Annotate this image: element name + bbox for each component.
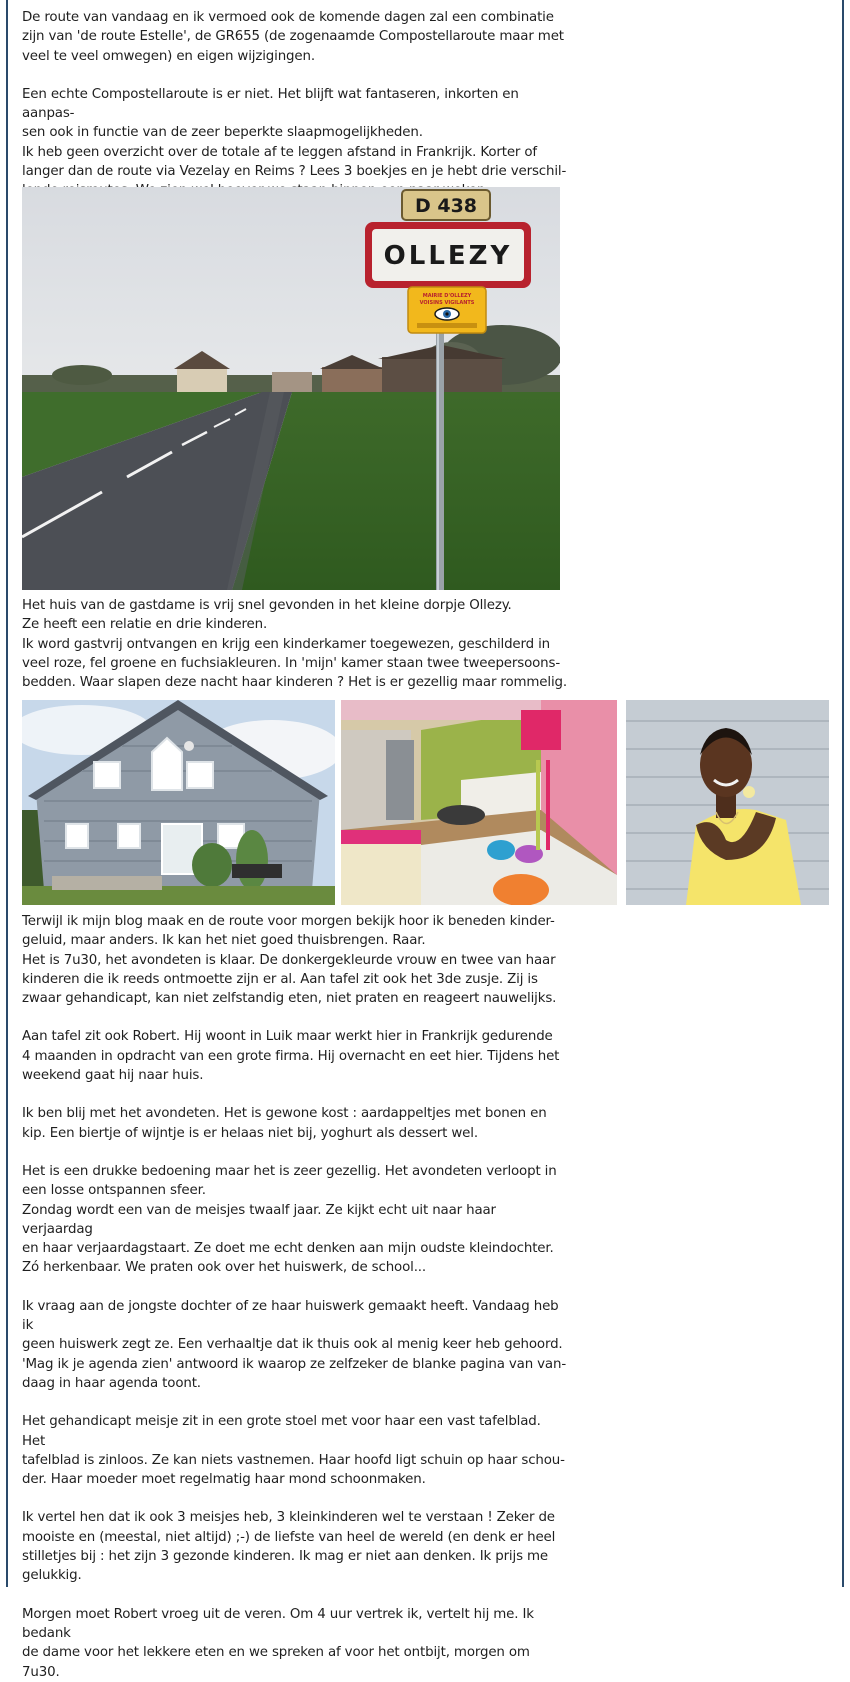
sign-town-name: OLLEZY [383, 241, 513, 271]
photo-childrens-room [341, 700, 617, 905]
left-border-line [6, 0, 8, 1587]
paragraph-dinner-arrival: Terwijl ik mijn blog maak en de route voor morgen bekijk hoor ik beneden kinder- geluid, maar anders. Ik kan het niet goed thuisbrengen. Raar. Het is 7u30, het avondeten is klaar. De donkergekleurde vrouw en twee van haar kinderen die ik reeds ontmoette zijn er al. Aan tafel zit ook het 3de zusje. Zij is zwaar gehandicapt, kan niet zelfstandig eten, niet praten en reageert nauwelijks. [22, 914, 557, 1007]
paragraph-tomorrow: Morgen moet Robert vroeg uit de veren. Om 4 uur vertrek ik, vertelt hij me. Ik bedank de dame voor het lekkere eten en we spreken af voor het ontbijt, morgen om 7u30. [22, 1606, 534, 1680]
article-intro [22, 8, 567, 201]
sign-small-line1: MAIRIE D'OLLEZY [422, 293, 472, 299]
paragraph-host-house: Het huis van de gastdame is vrij snel gevonden in het kleine dorpje Ollezy. Ze heeft een relatie en drie kinderen. Ik word gastvrij ontvangen en krijg een kinderkamer toegewezen, geschilderd in veel roze, fel groene en fuchsiakleuren. In 'mijn' kamer staan twee tweepersoons- bedden. Waar slapen deze nacht haar kinderen ? Het is er gezellig maar rommelig. [22, 598, 567, 691]
sign-road-number: D 438 [414, 195, 478, 217]
photo-ollezy-sign [22, 187, 560, 590]
photo-host-lady [626, 700, 829, 905]
paragraph-robert: Aan tafel zit ook Robert. Hij woont in Luik maar werkt hier in Frankrijk gedurende 4 maanden in opdracht van een grote firma. Hij overnacht en eet hier. Tijdens het weekend gaat hij naar huis. [22, 1029, 560, 1084]
photo-host-house [22, 700, 335, 905]
paragraph-atmosphere: Het is een drukke bedoening maar het is zeer gezellig. Het avondeten verloopt in een losse ontspannen sfeer. Zondag wordt een van de meisjes twaalf jaar. Ze kijkt echt uit naar haar verjaardag en haar verjaardagstaart. Ze doet me echt denken aan mijn oudste kleindochter. Zó herkenbaar. We praten ook over het huiswerk, de school... [22, 1163, 557, 1276]
right-border-line [842, 0, 844, 1587]
paragraph-handicapped-girl: Het gehandicapt meisje zit in een grote stoel met voor haar een vast tafelblad. Het tafelblad is zinloos. Ze kan niets vastnemen. Haar hoofd ligt schuin op haar schou- der. Haar moeder moet regelmatig haar mond schoonmaken. [22, 1414, 565, 1488]
paragraph-grandchildren: Ik vertel hen dat ik ook 3 meisjes heb, 3 kleinkinderen wel te verstaan ! Zeker de mooiste en (meestal, niet altijd) ;-) de liefste van heel de wereld (en denk er heel stilletjes bij : het zijn 3 gezonde kinderen. Ik mag er niet aan denken. Ik prijs me gelukkig. [22, 1510, 556, 1584]
paragraph-homework: Ik vraag aan de jongste dochter of ze haar huiswerk gemaakt heeft. Vandaag heb ik geen huiswerk zegt ze. Een verhaaltje dat ik thuis ook al menig keer heb gehoord. 'Mag ik je agenda zien' antwoord ik waarop ze zelfzeker de blanke pagina van van- daag in haar agenda toont. [22, 1298, 567, 1391]
paragraph-dinner-food: Ik ben blij met het avondeten. Het is gewone kost : aardappeltjes met bonen en kip. Een biertje of wijntje is er helaas niet bij, yoghurt als dessert wel. [22, 1106, 547, 1141]
sign-small-line2: VOISINS VIGILANTS [419, 300, 475, 306]
article-arrival [22, 596, 567, 692]
article-evening [22, 912, 567, 1682]
paragraph-route-intro: De route van vandaag en ik vermoed ook de komende dagen zal een combinatie zijn van 'de route Estelle', de GR655 (de zogenaamde Compostellaroute maar met veel te veel omwegen) en eigen wijzigingen. [22, 10, 564, 64]
paragraph-compostella: Een echte Compostellaroute is er niet. Het blijft wat fantaseren, inkorten en aanpas- sen ook in functie van de zeer beperkte slaapmogelijkheden. Ik heb geen overzicht over de totale af te leggen afstand in Frankrijk. Korter of langer dan de route via Vezelay en Reims ? Lees 3 boekjes en je hebt drie verschil- [22, 86, 567, 180]
